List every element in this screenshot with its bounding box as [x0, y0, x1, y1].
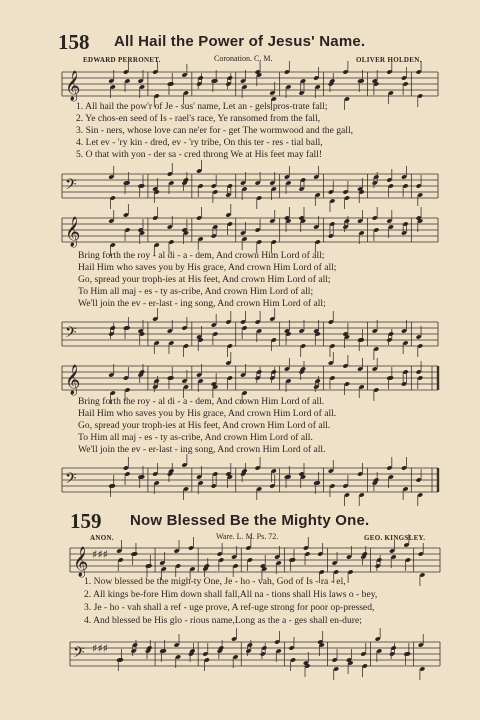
refrain-line: Bring forth the roy - al di - a - dem, And crown Him Lord of all;	[78, 250, 325, 261]
hymn-159-number: 159	[70, 509, 102, 533]
svg-text:𝄞: 𝄞	[73, 547, 89, 577]
svg-text:𝄢: 𝄢	[65, 470, 77, 491]
hymn-158-composer: OLIVER HOLDEN.	[356, 56, 422, 64]
staff-bass	[62, 168, 438, 208]
verse-line: 1. All hail the pow'r of Je - sus' name, Let an - gels pros-trate fall;	[76, 101, 328, 112]
svg-text:𝄢: 𝄢	[65, 324, 77, 345]
staff-treble	[62, 212, 438, 252]
verse-line: 5. O that with yon - der sa - cred throng We at His feet may fall!	[76, 149, 323, 160]
refrain-line: To Him all maj - es - ty as-cribe, And crown Him Lord of all;	[78, 286, 314, 297]
svg-text:♯♯♯: ♯♯♯	[92, 642, 108, 655]
hymn-159-composer: GEO. KINGSLEY.	[364, 534, 426, 542]
verse-line: 2. Ye chos-en seed of Is - rael's race, Ye ransomed from the fall,	[76, 113, 321, 124]
refrain-line: To Him all maj - es - ty as-cribe, And crown Him Lord of all.	[78, 432, 313, 443]
svg-text:𝄞: 𝄞	[65, 71, 81, 101]
verse-line: 4. And blessed be His glo - rious name,Long as the a - ges shall en-dure;	[84, 615, 362, 626]
refrain-line: Hail Him who saves you by His grace, And crown Him Lord of all;	[78, 262, 337, 273]
refrain-line: Go, spread your troph-ies at His feet, And crown Him Lord of all;	[78, 274, 331, 285]
staff-bass	[62, 316, 438, 356]
hymn-158-author: EDWARD PERRONET.	[83, 56, 161, 64]
refrain-line: Bring forth the roy - al di - a - dem, And crown Him Lord of all.	[78, 396, 325, 407]
svg-text:♯♯♯: ♯♯♯	[92, 548, 108, 561]
hymn-159-title: Now Blessed Be the Mighty One.	[130, 512, 370, 529]
verse-line: 3. Je - ho - vah shall a ref - uge prove, A ref-uge strong for poor op-pressed,	[84, 602, 375, 613]
hymn-159-tune: Ware. L. M. Ps. 72.	[216, 532, 279, 541]
verse-line: 2. All kings be-fore Him down shall fall,All na - tions shall His laws o - bey,	[84, 589, 378, 600]
refrain-line: Go, spread your troph-ies at His feet, And crown Him Lord of all.	[78, 420, 331, 431]
staff-bass	[62, 462, 438, 502]
hymn-159-author: ANON.	[90, 534, 114, 542]
hymn-158-number: 158	[58, 30, 90, 54]
staff-bass	[70, 636, 440, 676]
hymn-158-title: All Hail the Power of Jesus' Name.	[114, 33, 366, 50]
staff-treble	[62, 360, 438, 400]
svg-text:𝄞: 𝄞	[65, 365, 81, 395]
svg-text:𝄢: 𝄢	[73, 644, 85, 665]
refrain-line: We'll join the ev - er-last - ing song, And crown Him Lord of all;	[78, 298, 326, 309]
svg-text:𝄞: 𝄞	[65, 217, 81, 247]
verse-line: 3. Sin - ners, whose love can ne'er for - get The wormwood and the gall,	[76, 125, 354, 136]
refrain-line: Hail Him who saves you by His grace, And crown Him Lord of all.	[78, 408, 337, 419]
verse-line: 1. Now blessed be the migh-ty One, Je - ho - vah, God of Is - ra - el,	[84, 576, 346, 587]
verse-line: 4. Let ev - 'ry kin - dred, ev - 'ry tribe, On this ter - res - tial ball,	[76, 137, 323, 148]
svg-text:𝄢: 𝄢	[65, 176, 77, 197]
hymn-158-tune: Coronation. C. M.	[214, 54, 273, 63]
staff-treble	[62, 66, 438, 106]
refrain-line: We'll join the ev - er-last - ing song, And crown Him Lord of all.	[78, 444, 326, 455]
